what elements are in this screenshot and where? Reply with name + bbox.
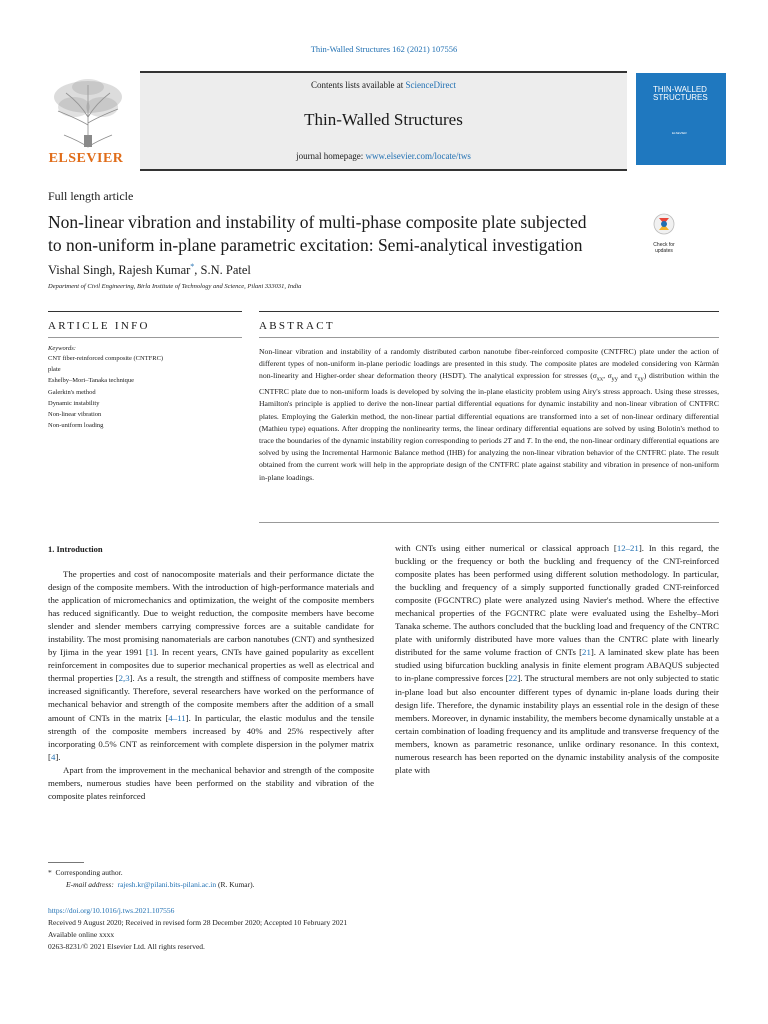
abstract-text xyxy=(259,346,719,484)
paragraph-text: ]. xyxy=(55,751,61,762)
abstract-part: . In the end, the non-linear ordinary differential equations are solved by using the Incremental Harmonic Balance method (IHB) for analyzing the non-linear vibration behavior of the CNTFRC plate. The result obtained from the current work will help in the appropriate design of the CNTFRC plate against stability and vibration in presence of non-uniform in-plane loadings. xyxy=(259,435,719,482)
keyword-item: Dynamic instability xyxy=(48,400,100,407)
citation-link[interactable]: 4 xyxy=(50,751,56,762)
keyword-item: Non-uniform loading xyxy=(48,422,104,429)
section-heading-introduction: 1. Introduction xyxy=(48,544,103,554)
cover-title xyxy=(653,86,708,102)
doi-line[interactable] xyxy=(48,906,174,915)
abstract-sub-rule xyxy=(259,337,719,338)
abstract-separator: and xyxy=(511,435,527,445)
homepage-prefix: journal homepage: xyxy=(296,151,364,161)
sigma-yy-subscript: yy xyxy=(611,375,618,383)
tau-xy-symbol: τ xyxy=(634,371,638,381)
keyword-item: Eshelby–Mori–Tanaka technique xyxy=(48,377,135,384)
paragraph-text: ]. The structural members are not only subjected to static in-plane load but also encounter different types of dynamic in-plane loads during their design life. Therefore, the dynamic instability plays an essential role in the design of these members. Moreover, in dynamic instability, the members become dynamically unstable at a certain combination of loading frequency and its amplitude and transverse frequency of the members, known as parametric resonance, unlike ordinary resonance. In this context, numerous research has been reported on the dynamic instability analysis of the composite plate with xyxy=(395,673,719,775)
keyword-item: CNT fiber-reinforced composite (CNTFRC) xyxy=(48,355,164,362)
cover-publisher: ELSEVIER xyxy=(672,131,687,135)
keyword-item: Non-linear vibration xyxy=(48,411,102,418)
citation-link[interactable]: 1 xyxy=(148,647,154,658)
sigma-yy-symbol: σ xyxy=(607,371,612,381)
citation-link[interactable]: 12–21 xyxy=(616,543,639,553)
received-dates: Received 9 August 2020; Received in revised form 28 December 2020; Accepted 10 February 2021 xyxy=(48,918,348,927)
footnote-mark: * xyxy=(48,868,52,877)
tau-xy-subscript: xy xyxy=(637,375,644,383)
paragraph-text: ]. A laminated skew plate has been studied using bifurcation buckling analysis in finite element program ABAQUS subjected to in-plane compressive forces [ xyxy=(395,647,719,684)
footnote-corresponding xyxy=(48,868,123,877)
copyright: 0263-8231/© 2021 Elsevier Ltd. All rights reserved. xyxy=(48,942,205,951)
paragraph: Apart from the improvement in the mechanical behavior and strength of the composite members, numerous studies have been performed on the stability and vibration of the composite plates reinforced xyxy=(48,764,374,801)
footnote-corresponding-text: Corresponding author. xyxy=(55,868,123,877)
abstract-part: Non-linear vibration and instability of a randomly distributed carbon nanotube fiber-reinforced composite (CNTFRC) plate under the action of different types of non-uniform in-plane periodic loadings are presented in this study. The composite plates are modeled considering von Kàrmàn non-linearity and Higher-order shear deformation theory (HSDT). The analytical expression for stresses ( xyxy=(259,347,719,381)
homepage-link[interactable]: www.elsevier.com/locate/tws xyxy=(365,151,471,161)
publisher-wordmark: ELSEVIER xyxy=(48,151,124,166)
abstract-separator: and xyxy=(617,371,635,381)
authors-part2: , S.N. Patel xyxy=(194,263,251,278)
paragraph-text: ]. In particular, the elastic modulus and the tensile strength of the composite members increased by 40% and 25% respectively after incorporating 0.5% CNT as reinforcement with complete dispersion in the polymer matrix [ xyxy=(48,712,374,762)
elsevier-tree-logo xyxy=(44,75,132,155)
info-top-rule xyxy=(48,311,242,312)
paragraph xyxy=(48,568,374,764)
abstract-separator: , xyxy=(603,371,608,381)
paragraph-text: The properties and cost of nanocomposite materials and their performance dictate the design of the composite members. With the introduction of high-performance materials and the application of micromechanics and optimization, the weight of the composite members has reduced significantly. Due to weight reduction, the composite members have become slender and slender members carrying compressive forces are a suitable candidate for instability. The most promising nanomaterials are carbon nanotubes (CNT) and synthesized by Ijima in the year 1991 [ xyxy=(48,569,374,658)
crossmark-badge[interactable] xyxy=(640,213,688,254)
contents-line xyxy=(140,80,627,90)
email-label: E-mail address: xyxy=(66,880,114,889)
keyword-item: Galerkin's method xyxy=(48,389,96,396)
citation-link[interactable]: 22 xyxy=(508,673,518,684)
journal-reference-link[interactable]: Thin-Walled Structures 162 (2021) 107556 xyxy=(310,44,458,54)
abstract-bottom-rule xyxy=(259,522,719,523)
left-column xyxy=(48,568,374,803)
keywords-label: Keywords: xyxy=(48,345,76,352)
authors-part1: Vishal Singh, Rajesh Kumar xyxy=(48,263,191,278)
period-2t: 2T xyxy=(503,435,512,445)
journal-title: Thin-Walled Structures xyxy=(304,110,463,129)
citation-link[interactable]: 21 xyxy=(582,647,591,658)
contents-prefix: Contents lists available at xyxy=(311,80,404,90)
crossmark-line1: Check for xyxy=(653,242,675,248)
affiliation: Department of Civil Engineering, Birla Institute of Technology and Science, Pilani 333031, India xyxy=(48,283,302,290)
email-link[interactable]: rajesh.kr@pilani.bits-pilani.ac.in xyxy=(117,880,217,889)
period-t: T xyxy=(526,435,531,445)
cover-title-line2: STRUCTURES xyxy=(653,93,708,102)
article-title-line1: Non-linear vibration and instability of multi-phase composite plate subjected xyxy=(48,212,587,232)
abstract-part: ) distribution within the CNTFRC plate due to non-uniform loads is developed by solving the in-plane elasticity problem using Airy's stress approach. Using these stresses, Hamilton's principle is applied to derive the non-linear partial differential equations for dynamic instability and non-linear vibration of CNTFRC plates. Employing the Galerkin method, the non-linear partial differential equations are transformed into a set of non-linear ordinary differential (Mathieu type) equations. After dropping the nonlinearity terms, the linear ordinary differential equations are solved by using Bolotin's method to trace the boundaries of the dynamic instability region corresponding to periods xyxy=(259,371,719,445)
doi-link[interactable]: https://doi.org/10.1016/j.tws.2021.107556 xyxy=(48,906,175,915)
sciencedirect-link[interactable]: ScienceDirect xyxy=(405,80,456,90)
journal-reference[interactable] xyxy=(0,44,768,54)
sigma-xx-symbol: σ xyxy=(592,371,597,381)
article-title-line2: to non-uniform in-plane parametric excitation: Semi-analytical investigation xyxy=(48,235,583,255)
cover-title-line1: THIN-WALLED xyxy=(653,85,707,94)
abstract-top-rule xyxy=(259,311,719,312)
paragraph-text: ]. In this regard, the buckling or the frequency or both the buckling and frequency of the CNT-reinforced composite plates has been performed using different solution methodology. In particular, the buckling and frequency of a simply supported functionally graded CNT-reinforced composite (FGCNTRC) plate were analyzed using Navier's method. Where the effective mechanical properties of the FGCNTRC plate were evaluated using the Eshelby–Mori Tanaka scheme. The authors concluded that the buckling load and frequency of the CNTRC plate with uniformly distributed have more values than the CNTRC plate with linearly distributed for the same volume fraction of CNTs [ xyxy=(395,543,719,658)
article-title xyxy=(48,211,628,257)
article-info-heading: ARTICLE INFO xyxy=(48,320,150,332)
abstract-heading: ABSTRACT xyxy=(259,320,335,332)
citation-link[interactable]: 2,3 xyxy=(118,673,130,684)
paragraph-text: ]. As a result, the strength and stiffness of composite members have increased significantly. Therefore, several researchers have worked on the performance of mechanical behavior and strength of the composite members after the addition of a small amount of CNTs in the matrix [ xyxy=(48,673,375,723)
paragraph-text: with CNTs using either numerical or classical approach [ xyxy=(395,543,617,553)
email-suffix: (R. Kumar). xyxy=(218,880,255,889)
journal-homepage xyxy=(140,151,627,161)
paragraph-text: ]. In recent years, CNTs have gained popularity as excellent reinforcement in composites due to superior mechanical properties as well as electrical and thermal properties [ xyxy=(48,647,374,684)
keyword-item: plate xyxy=(48,366,61,373)
paragraph xyxy=(395,542,719,777)
footnote-email xyxy=(66,880,254,889)
corresponding-author-mark[interactable]: * xyxy=(190,262,195,271)
article-type: Full length article xyxy=(48,189,134,203)
available-online: Available online xxxx xyxy=(48,930,115,939)
crossmark-icon xyxy=(653,213,675,235)
crossmark-line2: updates xyxy=(655,248,673,254)
journal-cover-image xyxy=(636,73,726,165)
right-column xyxy=(395,542,719,777)
info-sub-rule xyxy=(48,337,242,338)
citation-link[interactable]: 4–11 xyxy=(168,712,186,723)
footnote-rule xyxy=(48,862,84,863)
author-list xyxy=(48,262,251,278)
sigma-xx-subscript: xx xyxy=(596,375,604,383)
